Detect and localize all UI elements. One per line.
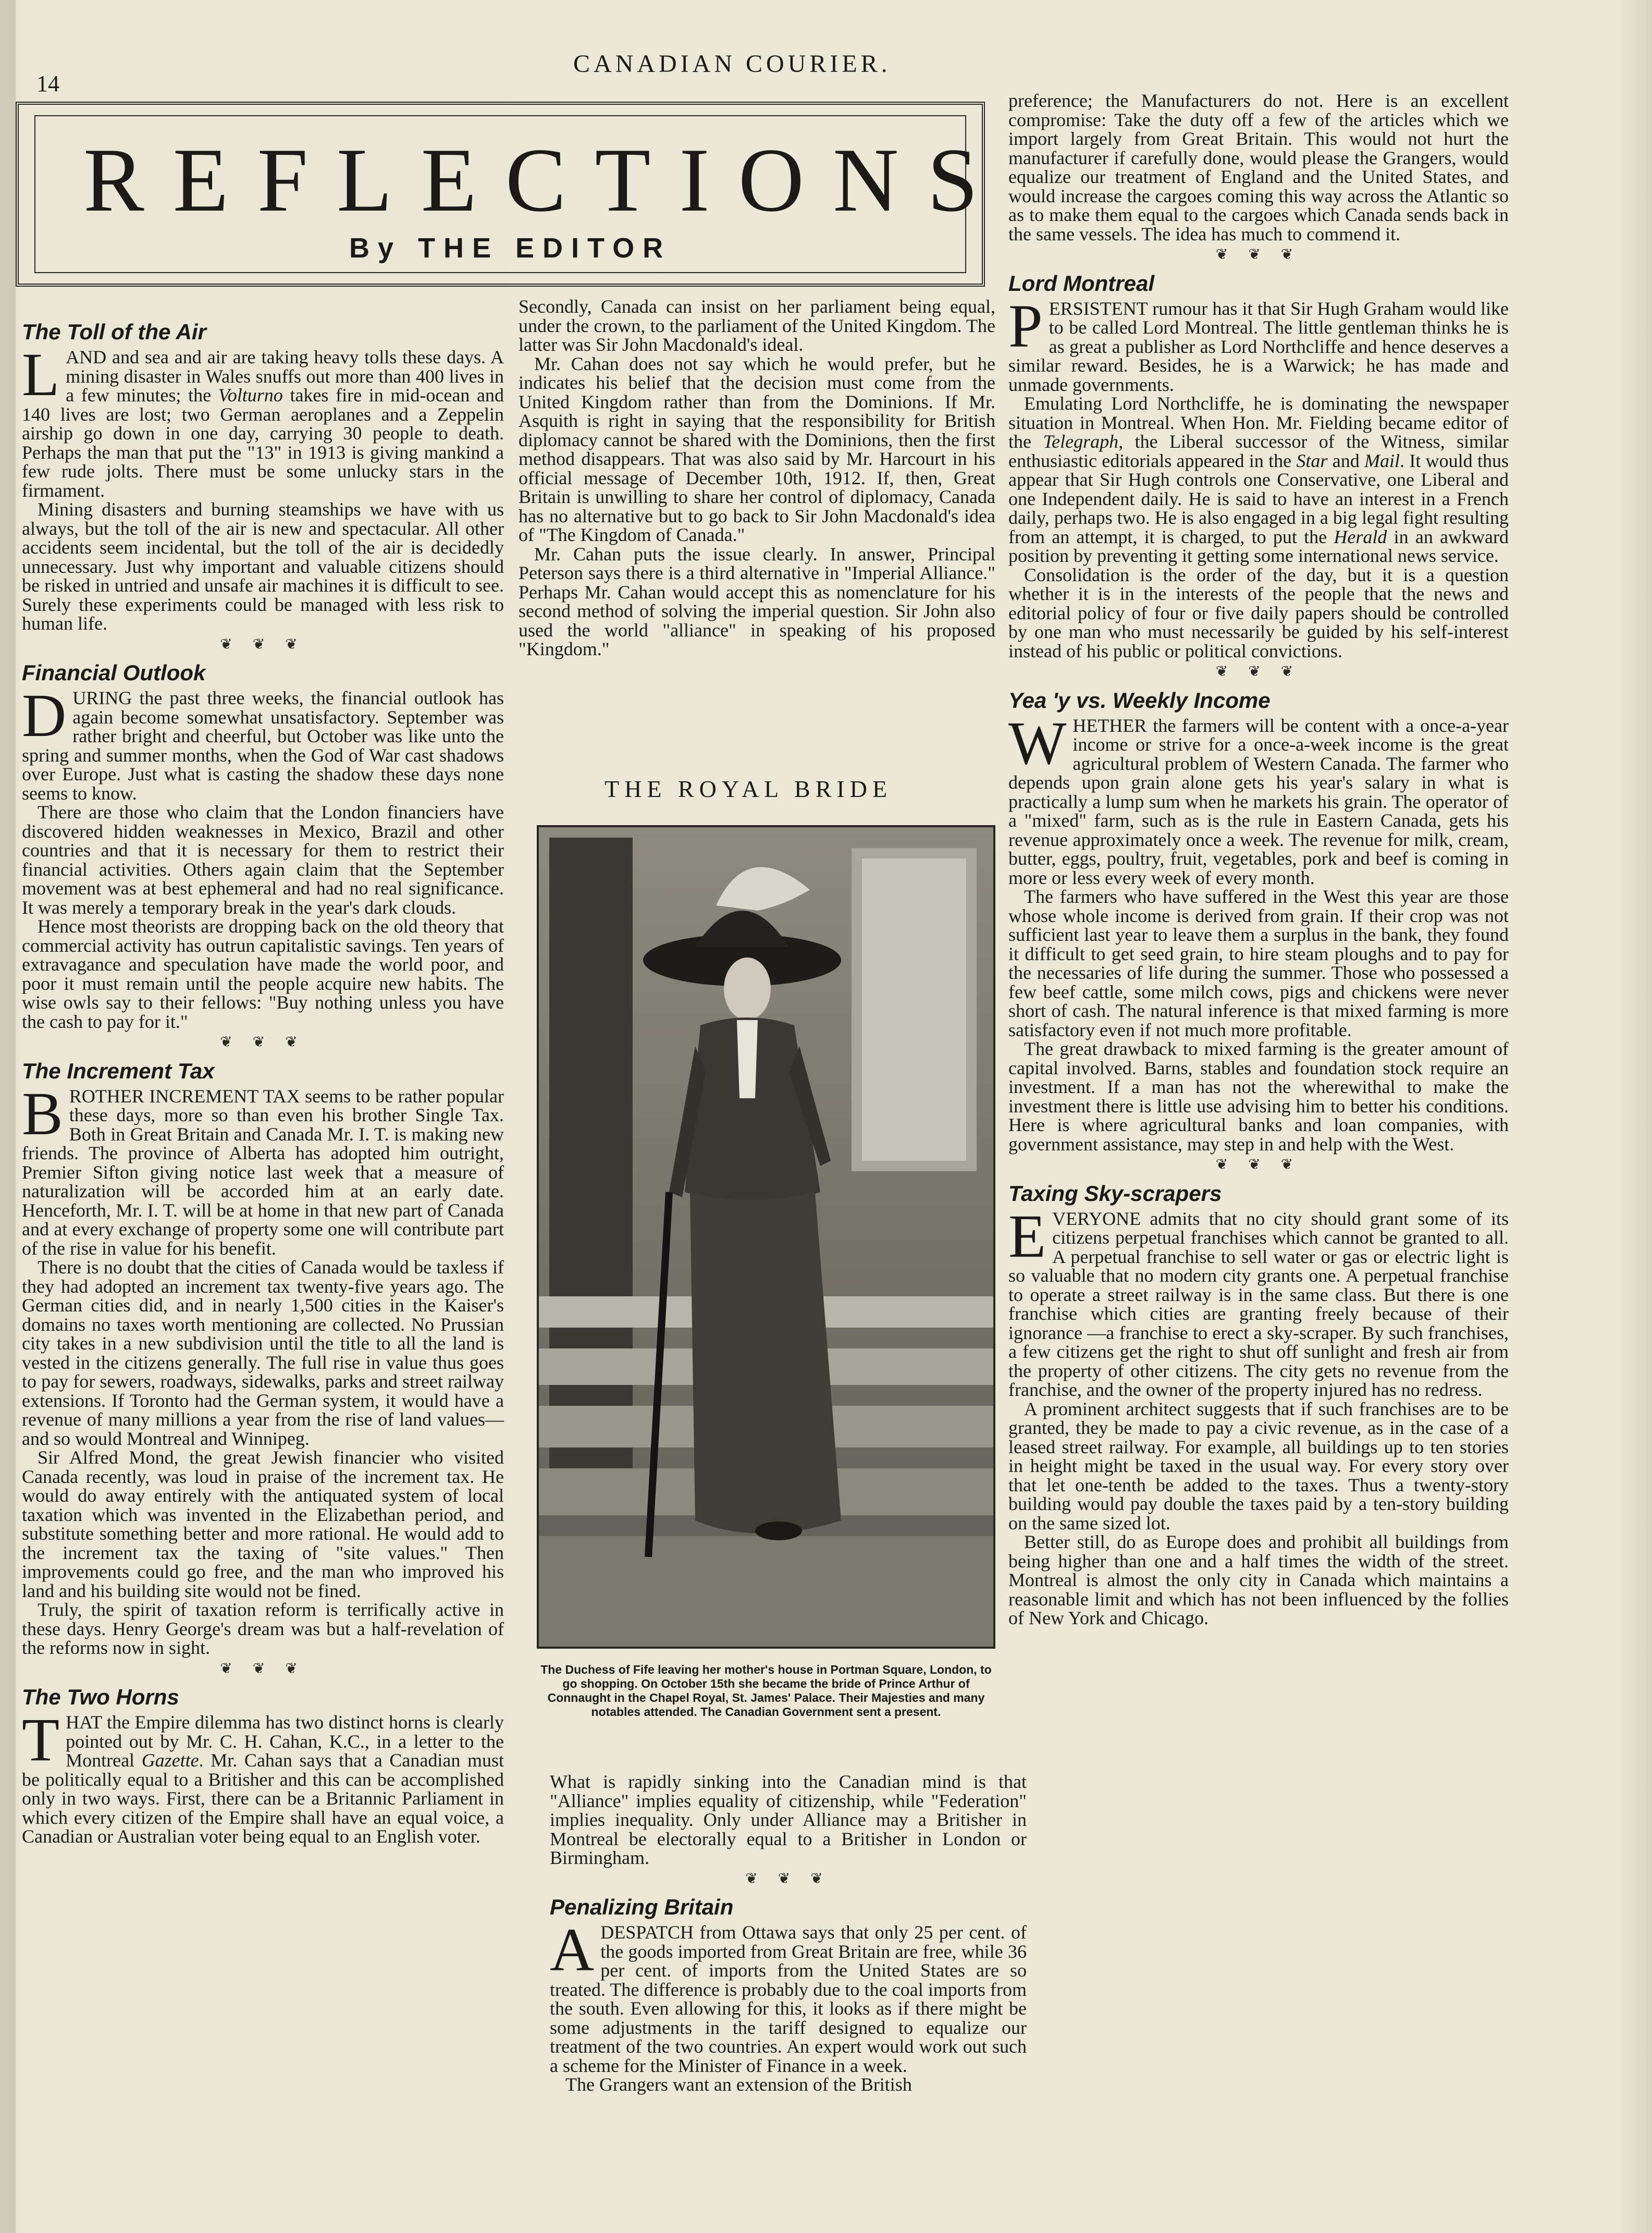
drop-cap: L [22,340,60,409]
text: VERYONE admits that no city should grant some of its citizens perpetual franchises which cannot be granted to all. A perpetual franchise to sell water or gas or electric light is so valuable that no modern city grants one. A perpetual franchise to operate a street railway is in the same class. But there is one franchise which cities are granting freely because of their ignorance —a franchise to erect a sky-scraper. By such franchises, a few citizens get the right to shut off sunlight and fresh air from the property of other citizens. The city gets no revenue from the franchise, and the owner of the property injured has no redress. [1008,1208,1509,1400]
ornament: ❦ ❦ ❦ [1215,1157,1302,1173]
text: , the Liberal successor of the Witness, similar enthusiastic editorials appeared in the [1008,431,1509,471]
paragraph: Mining disasters and burning steamships we have with us always, but the toll of the air is new and spectacular. All other accidents seem incidental, but the toll of the air is decidedly unnecessary. Just why important and valuable citizens should be risked in untried and unsafe air machines it is difficult to see. Surely these experiments could be managed with less risk to human life. [22,499,504,634]
paragraph: Sir Alfred Mond, the great Jewish financier who visited Canada recently, was loud in praise of the increment tax. He would do away entirely with the antiquated system of local taxation which was invented in the Elizabethan period, and substitute something better and more rational. He would add to the increment tax the taxing of "site values." Then improvements could go free, and the man who improved his land and his building site would not be fined. [22,1447,504,1601]
ornament: ❦ ❦ ❦ [745,1870,831,1887]
photo-title: THE ROYAL BRIDE [605,776,893,802]
text: URING the past three weeks, the financial outlook has again become somewhat unsatisfactory. September was rather bright and cheerful, but October was like unto the spring and summer months, when the God of War cast shadows over Europe. Just what is casting the shadow these days none seems to know. [22,688,504,804]
ship-name: Volturno [218,385,283,406]
text: ROTHER INCREMENT TAX seems to be rather popular these days, more so than even his brother Single Tax. Both in Great Britain and Canada Mr. I. T. is making new friends. The province of Alberta has adopted him outright, Premier Sifton giving notice last week that a measure of naturalization will be accorded him at an early date. Henceforth, Mr. I. T. will be at home in that new part of Canada and at every exchange of property some one will contribute part of the rise in value for his benefit. [22,1085,504,1259]
newspaper-name: Star [1296,450,1328,471]
drop-cap: P [1008,291,1043,360]
running-head: CANADIAN COURIER. [573,50,891,78]
ornament: ❦ ❦ ❦ [1215,247,1302,263]
section-heading: Lord Montreal [1008,271,1154,296]
text: HAT the Empire dilemma has two distinct horns is clearly pointed out by Mr. C. H. Cahan, K.C., in a letter to the Montreal [66,1712,504,1771]
drop-cap: A [550,1916,595,1984]
paragraph: preference; the Manufacturers do not. Here is an excellent compromise: Take the duty off a few of the articles which we import largely from Great Britain. This would not hurt the manufacturer if carefully done, would please the Grangers, would equalize our treatment of England and the United States, and would increase the cargoes coming this way across the Atlantic so as to make them equal to the cargoes which Canada sends back in the same vessels. The idea has much to commend it. [1008,90,1509,244]
paragraph: Truly, the spirit of taxation reform is terrifically active in these days. Henry George's dream was but a half-revelation of the reforms now in sight. [22,1599,504,1658]
paragraph: Hence most theorists are dropping back on the old theory that commercial activity has outrun capitalistic savings. Ten years of extravagance and speculation have made the world poor, and poor it must remain until the people acquire new habits. The wise owls say to their fellows: "Buy nothing unless you have the cash to pay for it." [22,916,504,1032]
column-1 [22,315,504,1846]
ornament: ❦ ❦ ❦ [1215,664,1302,680]
text: . It would thus appear that Sir Hugh controls one Conservative, one Liberal and one Independent daily. He is said to have an interest in a French daily, perhaps two. He is also engaged in a big legal fight resulting from an attempt, it is charged, to put the [1008,450,1509,547]
drop-cap: E [1008,1201,1046,1270]
drop-cap: T [22,1706,60,1774]
paragraph: There is no doubt that the cities of Canada would be taxless if they had adopted an increment tax twenty-five years ago. The German cities did, and in nearly 1,500 cities in the Kaiser's domains no taxes worth mentioning are collected. No Prussian city takes in a new subdivision until the title to all the land is vested in the citizens generally. The full rise in value thus goes to pay for sewers, roadways, sidewalks, parks and street railway extensions. If Toronto had the German system, it would have a revenue of many millions a year from the rise of land values—and so would Montreal and Winnipeg. [22,1257,504,1449]
paragraph: There are those who claim that the London financiers have discovered hidden weaknesses in Mexico, Brazil and other countries and that it is necessary for them to restrict their financial activities. Others again claim that the September movement was at best ephemeral and had no real significance. It was merely a temporary break in the year's dark clouds. [22,802,504,918]
text: AND and sea and air are taking heavy tolls these days. A mining disaster in Wales snuffs out more than 400 lives in a few minutes; the [66,347,504,406]
paragraph [1008,1201,1509,1400]
paragraph: The Grangers want an extension of the British [565,2074,912,2095]
section-heading: The Toll of the Air [22,320,206,344]
paragraph: The great drawback to mixed farming is the greater amount of capital involved. Barns, stables and foundation stock require an investment. If a man has not the wherewithal to make the investment there is little use advising him to better his conditions. Here is where agricultural banks and loan companies, with government assistance, may step in and help with the West. [1008,1038,1509,1155]
drop-cap: D [22,681,67,750]
page-edge [0,0,16,2233]
paragraph [22,1706,504,1847]
ornament: ❦ ❦ ❦ [220,1660,306,1677]
paragraph: A prominent architect suggests that if such franchises are to be granted, they be made to pay a civic revenue, as in the case of a leased street railway. For example, all buildings up to ten stories in height might be taxed in the usual way. For every story over that let one-tenth be added to the taxes. Thus a twenty-story building would pay double the taxes paid by a ten-story building on the same sized lot. [1008,1398,1509,1533]
paragraph [1008,291,1509,395]
drop-cap: W [1008,708,1067,777]
paragraph [550,1916,1027,2076]
text: HETHER the farmers will be content with a once-a-year income or strive for a once-a-week income is the great agricultural problem of Western Canada. The farmer who depends upon grain alone gets his year's salary in what is practically a lump sum when he markets his grain. The operator of a "mixed" farm, such as is the rule in Eastern Canada, gets his revenue approximately once a week. The revenue for milk, cream, butter, eggs, poultry, fruit, vegetables, pork and beef is coming in more or less every week of every month. [1008,715,1509,888]
section-heading: Yea 'y vs. Weekly Income [1008,688,1271,713]
newspaper-name: Herald [1334,526,1387,547]
royal-bride-photo [537,825,995,1649]
text: Emulating Lord Northcliffe, he is dominating the newspaper situation in Montreal. When Hon. Mr. Fielding became editor of the [1008,393,1509,452]
paragraph: What is rapidly sinking into the Canadian mind is that "Alliance" implies equality of citizenship, while "Federation" implies inequality. Only under Alliance may a Britisher in Montreal be electorally equal to a Britisher in London or Birmingham. [550,1771,1027,1868]
section-heading: The Increment Tax [22,1058,215,1083]
masthead-title: REFLECTIONS [83,129,1007,230]
column-2 [519,297,995,659]
photo-illustration [539,827,993,1647]
section-heading: Penalizing Britain [550,1895,734,1919]
text: takes fire in mid-ocean and 140 lives are lost; two German aeroplanes and a Zeppelin airship go down in one day, carrying 30 people to death. Perhaps the man that put the "13" in 1913 is giving mankind a few rude jolts. There must be some unlucky stars in the firmament. [22,385,504,501]
newspaper-name: Telegraph [1043,431,1119,452]
paragraph [22,681,504,804]
drop-cap: B [22,1079,63,1148]
text: in an awkward position by preventing it getting some international news service. [1008,526,1509,566]
page-number: 14 [36,71,59,96]
text: and [1327,450,1365,471]
newspaper-name: Mail [1364,450,1400,471]
paragraph [22,1079,504,1259]
column-3 [1008,91,1509,1628]
paragraph [1008,394,1509,566]
paragraph [1008,708,1509,888]
paragraph [22,340,504,501]
text: . Mr. Cahan says that a Canadian must be politically equal to a Britisher and this can be accomplished only in two ways. First, there can be a Britannic Parliament in which every citizen of the Empire shall have an equal voice, a Canadian or Australian voter being equal to an English voter. [22,1750,504,1847]
paragraph: Secondly, Canada can insist on her parliament being equal, under the crown, to the parliament of the United Kingdom. The latter was Sir John Macdonald's ideal. [519,296,995,355]
newspaper-name: Gazette [141,1750,199,1771]
paragraph: Consolidation is the order of the day, but it is a question whether it is in the interests of the people that the news and editorial policy of four or five daily papers should be controlled by one man who must necessarily be guided by his self-interest instead of his public or political convictions. [1008,564,1509,661]
text: ERSISTENT rumour has it that Sir Hugh Graham would like to be called Lord Montreal. The little gentleman thinks he is as great a publisher as Lord Northcliffe and hence deserves a similar reward. Besides, he is a Warwick; he has made and unmade governments. [1008,298,1509,395]
photo-caption: The Duchess of Fife leaving her mother's house in Portman Square, London, to go shopping. On October 15th she became the bride of Prince Arthur of Connaught in the Chapel Royal, St. James' Palace. Their Majesties and many notables attended. The Canadian Government sent a present. [540,1663,992,1719]
section-heading: Financial Outlook [22,660,206,685]
paragraph: The farmers who have suffered in the West this year are those whose whole income is derived from grain. If their crop was not sufficient last year to leave them a surplus in the bank, they found it difficult to get seed grain, to hire steam ploughs and to pay for the necessaries of life during the summer. Those who possessed a few beef cattle, some milch cows, pigs and chickens were never short of cash. The natural inference is that mixed farming is more satisfactory even if not much more profitable. [1008,886,1509,1040]
ornament: ❦ ❦ ❦ [220,1034,306,1050]
paragraph: Mr. Cahan does not say which he would prefer, but he indicates his belief that the decision must come from the United Kingdom rather than from the Dominions. If Mr. Asquith is right in saying that the responsibility for British diplomacy cannot be shared with the Dominions, then the first method disappears. That was also said by Mr. Harcourt in his official message of December 10th, 1912. If, then, Great Britain is unwilling to share her control of diplomacy, Canada has no alternative but to go back to Sir John Macdonald's idea of "The Kingdom of Canada." [519,353,995,545]
section-heading: Taxing Sky-scrapers [1008,1181,1222,1206]
ornament: ❦ ❦ ❦ [220,636,306,653]
column-2-lower [550,1772,1027,2094]
paragraph: Better still, do as Europe does and prohibit all buildings from being higher than one and a half times the width of the street. Montreal is almost the only city in Canada which maintains a reasonable limit and which has not been influenced by the follies of New York and Chicago. [1008,1531,1509,1628]
section-heading: The Two Horns [22,1685,179,1709]
paragraph: Mr. Cahan puts the issue clearly. In answer, Principal Peterson says there is a third alternative in "Imperial Alliance." Perhaps Mr. Cahan would accept this as nomenclature for his second method of solving the imperial question. Sir John also used the world "alliance" in speaking of his proposed "Kingdom." [519,543,995,659]
masthead-byline: By THE EDITOR [349,232,672,264]
text: DESPATCH from Ottawa says that only 25 per cent. of the goods imported from Great Britain are free, while 36 per cent. of imports from the United States are so treated. The difference is probably due to the coal imports from the south. Even allowing for this, it looks as if there might be some adjustments in the tariff designed to equalize our treatment of the two countries. An expert would work out such a scheme for the Minister of Finance in a week. [550,1922,1027,2076]
